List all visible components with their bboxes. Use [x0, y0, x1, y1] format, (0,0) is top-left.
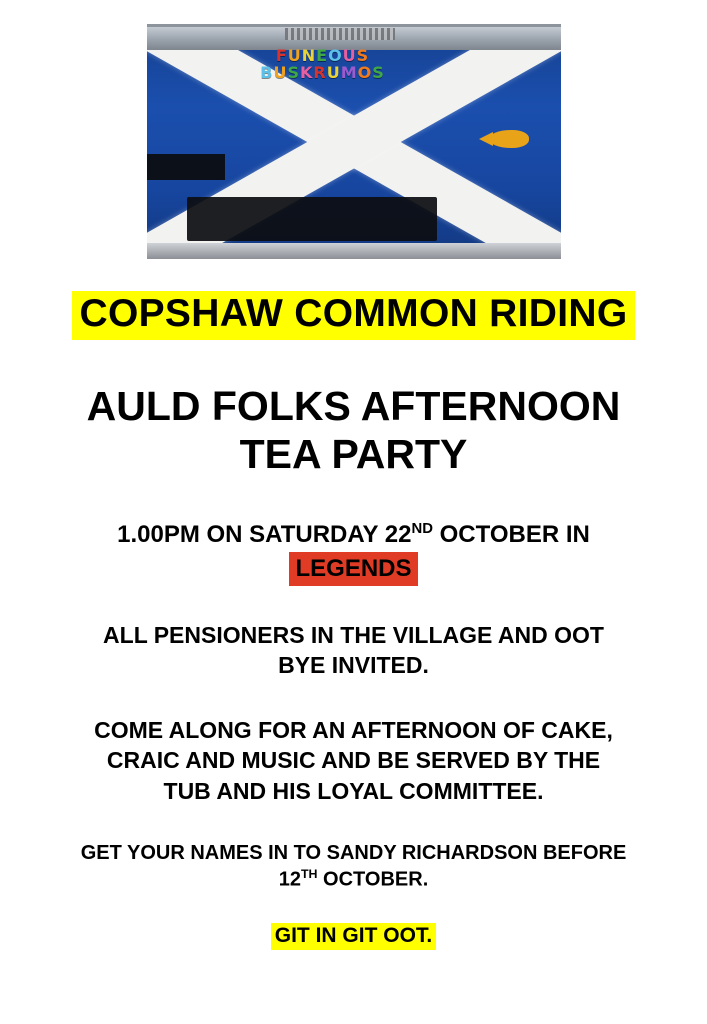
headline-line-2: TEA PARTY — [239, 431, 468, 478]
event-title-text: COPSHAW COMMON RIDING — [72, 291, 636, 340]
saltire-flag-graphic — [147, 24, 561, 259]
rsvp-ordinal: TH — [300, 867, 318, 882]
photo-bottom-edge — [147, 243, 561, 259]
rsvp-deadline-number: 12 — [278, 868, 301, 891]
date-time-prefix: 1.00PM ON SATURDAY 22 — [117, 520, 412, 548]
photo-top-edge — [147, 24, 561, 27]
ribbon-decoration — [285, 28, 395, 40]
body-line-1: COME ALONG FOR AN AFTERNOON OF CAKE, — [94, 716, 613, 743]
headline-line-1: AULD FOLKS AFTERNOON — [86, 382, 621, 429]
event-title — [49, 291, 659, 340]
footer-slogan — [34, 923, 674, 950]
dark-panel-bottom — [187, 197, 437, 241]
rsvp-paragraph — [44, 840, 664, 893]
rsvp-line-1: GET YOUR NAMES IN TO SANDY RICHARDSON BEFORE — [80, 841, 627, 864]
rsvp-deadline-suffix: OCTOBER. — [317, 868, 429, 891]
banner-lettering — [233, 48, 413, 82]
venue-name: LEGENDS — [289, 552, 417, 586]
date-ordinal: ND — [411, 520, 433, 537]
venue-line — [34, 550, 674, 586]
invitation-paragraph — [54, 620, 654, 681]
body-line-3: TUB AND HIS LOYAL COMMITTEE. — [163, 777, 544, 804]
date-time-suffix: OCTOBER IN — [432, 520, 590, 548]
poster-page — [0, 24, 707, 1024]
rsvp-line-2 — [44, 866, 664, 893]
date-time-line — [34, 519, 674, 550]
body-paragraph — [54, 715, 654, 806]
date-time-venue — [34, 519, 674, 586]
fish-icon — [479, 128, 537, 150]
invite-line-2: BYE INVITED. — [278, 652, 429, 679]
body-line-2: CRAIC AND MUSIC AND BE SERVED BY THE — [106, 747, 601, 774]
flag-photo — [147, 24, 561, 259]
invite-line-1: ALL PENSIONERS IN THE VILLAGE AND OOT — [103, 622, 604, 649]
banner-letters-line1: FUNEOUS — [275, 46, 370, 65]
headline — [34, 382, 674, 479]
dark-panel-left — [147, 154, 225, 180]
banner-letters-line2: BUSKRUMOS — [260, 62, 385, 82]
footer-slogan-text: GIT IN GIT OOT. — [271, 923, 437, 950]
